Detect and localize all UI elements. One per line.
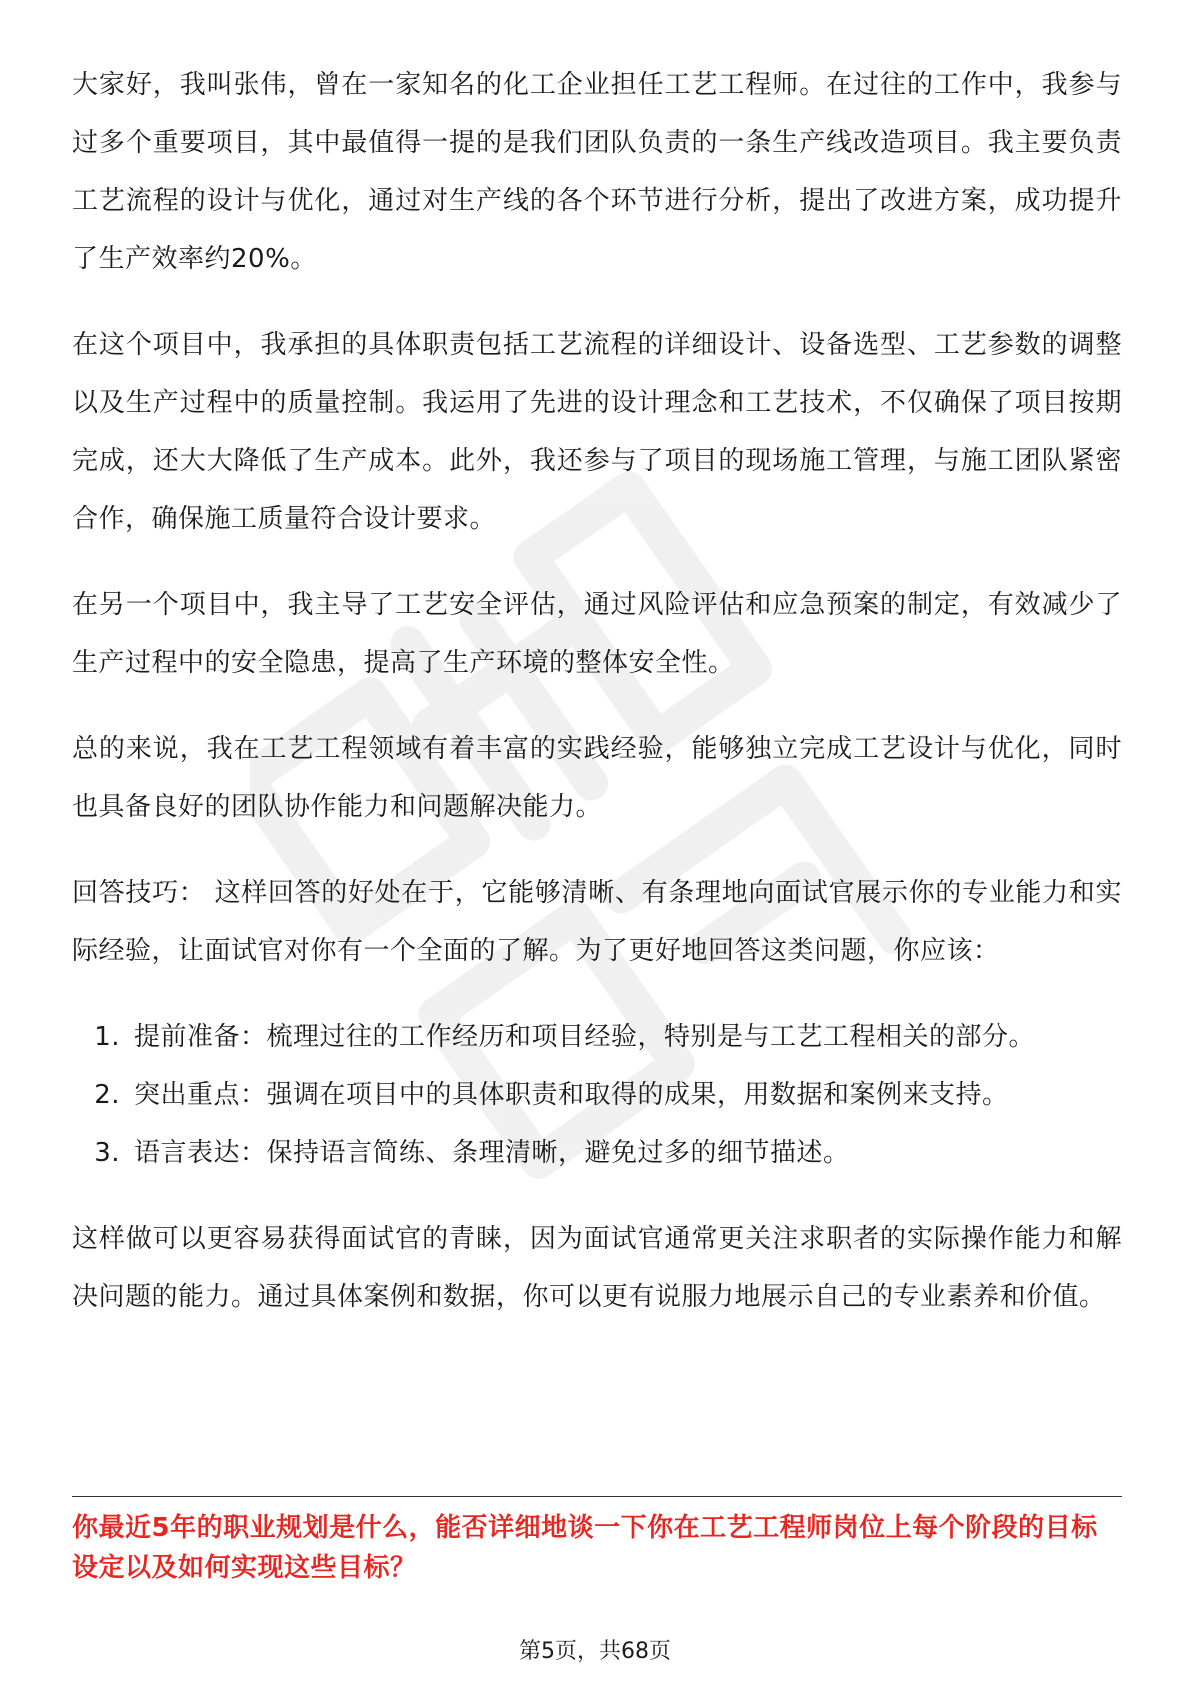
list-item	[72, 1008, 1122, 1066]
next-question-heading: 你最近5年的职业规划是什么，能否详细地谈一下你在工艺工程师岗位上每个阶段的目标设定以及如何实现这些目标？	[72, 1513, 1098, 1583]
paragraph-closing: 这样做可以更容易获得面试官的青睐，因为面试官通常更关注求职者的实际操作能力和解决问题的能力。通过具体案例和数据，你可以更有说服力地展示自己的专业素养和价值。	[72, 1224, 1122, 1312]
paragraph-summary: 总的来说，我在工艺工程领域有着丰富的实践经验，能够独立完成工艺设计与优化，同时也具备良好的团队协作能力和问题解决能力。	[72, 734, 1122, 822]
list-item	[72, 1066, 1122, 1124]
paragraph-responsibilities: 在这个项目中，我承担的具体职责包括工艺流程的详细设计、设备选型、工艺参数的调整以及生产过程中的质量控制。我运用了先进的设计理念和工艺技术，不仅确保了项目按期完成，还大大降低了生产成本。此外，我还参与了项目的现场施工管理，与施工团队紧密合作，确保施工质量符合设计要求。	[72, 330, 1122, 534]
list-item-number: 2.	[94, 1080, 120, 1110]
paragraph-intro: 大家好，我叫张伟，曾在一家知名的化工企业担任工艺工程师。在过往的工作中，我参与过多个重要项目，其中最值得一提的是我们团队负责的一条生产线改造项目。我主要负责工艺流程的设计与优化，通过对生产线的各个环节进行分析，提出了改进方案，成功提升了生产效率约20%。	[72, 70, 1122, 274]
tips-list	[72, 1008, 1122, 1182]
list-item-text: 语言表达：保持语言简练、条理清晰，避免过多的细节描述。	[134, 1138, 850, 1168]
list-item-text: 提前准备：梳理过往的工作经历和项目经验，特别是与工艺工程相关的部分。	[134, 1022, 1036, 1052]
paragraph-tips: 回答技巧： 这样回答的好处在于，它能够清晰、有条理地向面试官展示你的专业能力和实际经验，让面试官对你有一个全面的了解。为了更好地回答这类问题，你应该：	[72, 878, 1122, 966]
section-divider	[72, 1496, 1122, 1497]
paragraph-safety: 在另一个项目中，我主导了工艺安全评估，通过风险评估和应急预案的制定，有效减少了生产过程中的安全隐患，提高了生产环境的整体安全性。	[72, 590, 1122, 678]
page-number-footer: 第5页，共68页	[519, 1639, 671, 1664]
list-item-text: 突出重点：强调在项目中的具体职责和取得的成果，用数据和案例来支持。	[134, 1080, 1009, 1110]
page-body	[72, 56, 1122, 1354]
list-item	[72, 1124, 1122, 1182]
list-item-number: 1.	[94, 1022, 120, 1052]
list-item-number: 3.	[94, 1138, 120, 1168]
